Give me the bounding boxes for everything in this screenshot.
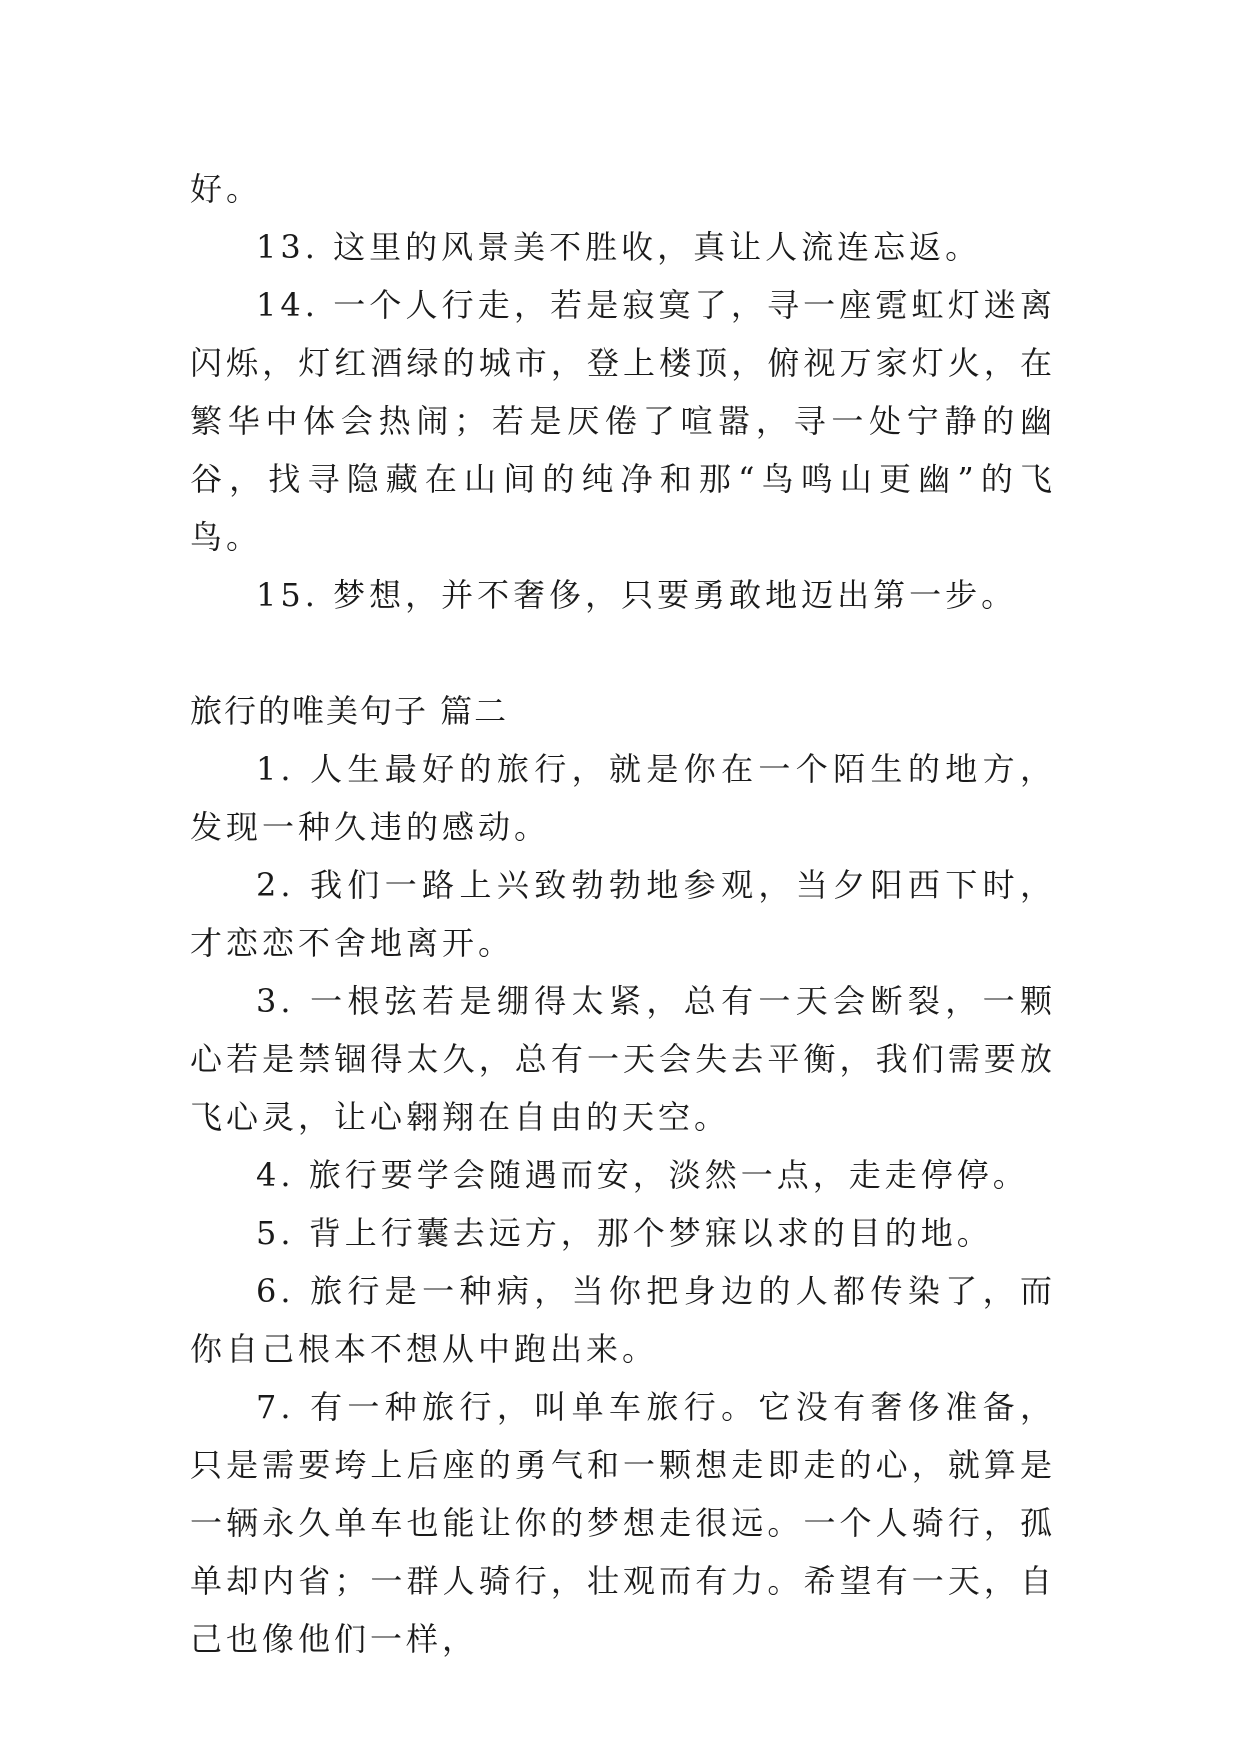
list-item-5: 5. 背上行囊去远方，那个梦寐以求的目的地。: [256, 1214, 993, 1252]
list-item-15: 15. 梦想，并不奢侈，只要勇敢地迈出第一步。: [256, 576, 1018, 614]
list-item-7: 7. 有一种旅行，叫单车旅行。它没有奢侈准备，只是需要垮上后座的勇气和一颗想走即走的心，就算是一辆永久单车也能让你的梦想走很远。一个人骑行，孤单却内省；一群人骑行，壮观而有力。希望有一天，自己也像他们一样，: [190, 1388, 1056, 1658]
document-page: [190, 160, 1056, 1668]
list-item-1: 1. 人生最好的旅行，就是你在一个陌生的地方，发现一种久违的感动。: [190, 750, 1056, 846]
paragraph-fragment: 好。: [190, 170, 263, 208]
list-item-2: 2. 我们一路上兴致勃勃地参观，当夕阳西下时，才恋恋不舍地离开。: [190, 866, 1056, 962]
section-heading: 旅行的唯美句子 篇二: [190, 692, 509, 730]
list-item-3: 3. 一根弦若是绷得太紧，总有一天会断裂，一颗心若是禁锢得太久，总有一天会失去平衡，我们需要放飞心灵，让心翱翔在自由的天空。: [190, 982, 1056, 1136]
list-item-13: 13. 这里的风景美不胜收，真让人流连忘返。: [256, 228, 982, 266]
list-item-6: 6. 旅行是一种病，当你把身边的人都传染了，而你自己根本不想从中跑出来。: [190, 1272, 1056, 1368]
list-item-4: 4. 旅行要学会随遇而安，淡然一点，走走停停。: [256, 1156, 1029, 1194]
list-item-14: 14. 一个人行走，若是寂寞了，寻一座霓虹灯迷离闪烁，灯红酒绿的城市，登上楼顶，俯视万家灯火，在繁华中体会热闹；若是厌倦了喧嚣，寻一处宁静的幽谷，找寻隐藏在山间的纯净和那“鸟鸣山更幽”的飞鸟。: [190, 286, 1056, 556]
